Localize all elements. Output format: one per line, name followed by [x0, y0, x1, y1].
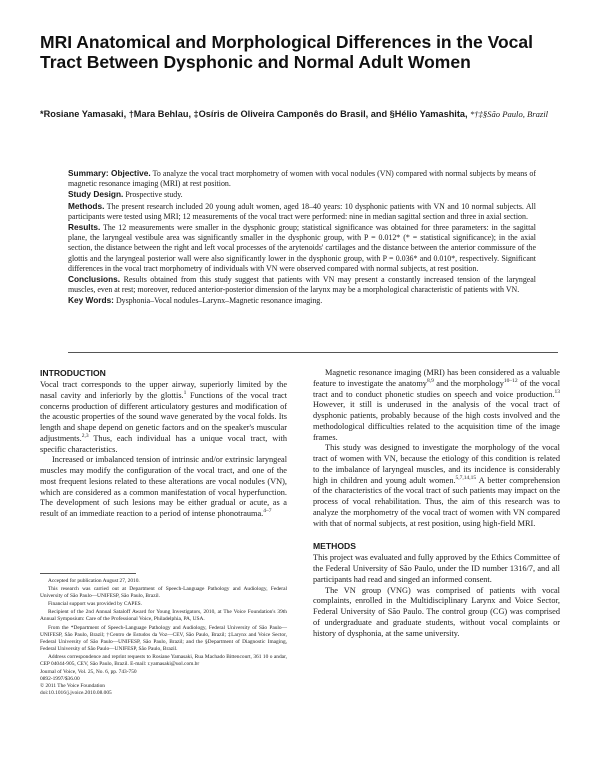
abstract-divider — [68, 352, 558, 353]
left-column — [40, 368, 287, 520]
right-p2-part-a: This study was designed to investigate the morphology of the vocal tract of women with VN, because the etiology of this condition is related to the imbalance of laryngeal muscles, and its incidence is considerably high in children and young adult women. — [313, 443, 560, 485]
fn-journal: Journal of Voice, Vol. 25, No. 6, pp. 743-750 — [40, 669, 137, 676]
introduction-heading: INTRODUCTION — [40, 368, 106, 378]
methods-text: The present research included 20 young adult women, aged 18–40 years: 10 dysphonic patients with VN and 10 normal subjects. All participants were tested using MRI; 12 measurements of the vocal tract were performed: nine in median sagittal section and three in axial section. — [68, 201, 536, 221]
right-p1-part-b: and the morphology — [433, 378, 504, 388]
methods-paragraph-1: This project was evaluated and fully approved by the Ethics Committee of the Federal University of São Paulo, under the ID number 1316/7, and all participants had read and singed an informed consent. — [313, 553, 560, 584]
intro-p1-part-a: Vocal tract corresponds to the upper airway, superiorly limited by the nasal cavity and inferiorly by the glottis. — [40, 380, 287, 400]
footnotes — [40, 578, 287, 698]
conclusions-label: Conclusions. — [68, 274, 121, 285]
abstract-conclusions — [68, 274, 536, 295]
intro-p2-part-a: Increased or imbalanced tension of intrinsic and/or extrinsic laryngeal muscles may modify the configuration of the vocal tract, and one of the most frequent lesions related to these alterations are vocal nodules (VN), which are considered as a common manifestation of vocal hyperfunction. The development of such lesions may be either gradual or acute, as a result of an immediate reaction to a period of intense phonotrauma. — [40, 455, 287, 518]
right-p1-part-c: of the vocal tract and to conduct phonetic studies on speech and voice production. — [313, 378, 560, 399]
abstract-methods — [68, 201, 536, 222]
fn-copyright: © 2011 The Voice Foundation — [40, 683, 105, 690]
fn-award: Recipient of the 2nd Annual Sataloff Award for Young Investigators, 2010, at The Voice Foundation's 39th Annual Symposium: Care of the Professional Voice, Philadelphia, PA, USA. — [40, 609, 287, 623]
conclusions-text: Results obtained from this study suggest that patients with VN may present a constantly increased tension of the laryngeal muscles, even at rest; moreover, reduced anterior-posterior dimension of the larynx may be a morphological characteristic of patients with VN. — [68, 275, 536, 295]
author-names: *Rosiane Yamasaki, †Mara Behlau, ‡Osíris de Oliveira Camponês do Brasil, and §Hélio Yamashita, — [40, 109, 468, 119]
abstract-keywords — [68, 295, 536, 306]
fn-from: From the *Department of Speech-Language Pathology and Audiology, Federal University of São Paulo—UNIFESP, São Paulo, Brazil; †Centro de Estudos da Voz—CEV, São Paulo, Brazil; ‡Larynx and Voice Sector, Federal University of São Paulo—UNIFESP, São Paulo, Brazil; and the §Department of Diagnostic Imaging, Federal University of São Paulo—UNIFESP, São Paulo, Brazil. — [40, 624, 287, 652]
right-p1-part-d: However, it still is underused in the analysis of the vocal tract of dysphonic patients, probably because of the high costs involved and the methodological difficulties related to the acquisition time of the image frames. — [313, 400, 560, 442]
fn-doi: doi:10.1016/j.jvoice.2010.08.005 — [40, 690, 112, 697]
abstract-results — [68, 222, 536, 274]
abstract-design — [68, 189, 536, 200]
intro-p1-part-c: Thus, each individual has a unique vocal tract, with specific characteristics. — [40, 433, 287, 454]
design-text: Prospective study. — [125, 190, 183, 200]
fn-research: This research was carried out at Department of Speech-Language Pathology and Audiology, Federal University of São Paulo—UNIFESP, São Paulo, Brazil. — [40, 586, 287, 600]
keywords-label: Key Words: — [68, 295, 114, 306]
keywords-text: Dysphonia–Vocal nodules–Larynx–Magnetic resonance imaging. — [115, 296, 323, 306]
right-p2-part-b: A better comprehension of the characteristics of the vocal tract of such patients may impact on the process of vocal rehabilitation. Thus, the aim of this research was to analyze the morphometry of the vocal tract of women with VN compared with that of normal subjects, at rest position, using high-field MRI. — [313, 475, 560, 528]
article-title: MRI Anatomical and Morphological Differences in the Vocal Tract Between Dysphonic and Normal Adult Women — [40, 32, 533, 72]
fn-issn: 0892-1997/$36.00 — [40, 676, 80, 683]
citation: 10–12 — [503, 377, 518, 384]
objective-label: Summary: Objective. — [68, 168, 151, 178]
results-label: Results. — [68, 222, 101, 233]
right-paragraph-2 — [313, 443, 560, 529]
fn-support: Financial support was provided by CAPES. — [48, 601, 143, 608]
intro-paragraph-2 — [40, 455, 287, 520]
methods-label: Methods. — [68, 200, 105, 211]
author-affiliation: *†‡§São Paulo, Brazil — [469, 109, 549, 119]
abstract-objective — [68, 168, 536, 189]
right-paragraph-1 — [313, 368, 560, 443]
citation: 2,3 — [81, 432, 89, 439]
intro-paragraph-1 — [40, 380, 287, 455]
citation: 5,7,14,15 — [455, 474, 477, 481]
citation: 8,9 — [426, 377, 434, 384]
fn-address: Address correspondence and reprint requests to Rosiane Yamasaki, Rua Machado Bittencourt, 361 10 o andar, CEP 04044-905, CEV, São Paulo, Brazil. E-mail: r.yamasaki@uol.com.br — [40, 653, 287, 668]
intro-p1-part-b: Functions of the vocal tract concerns production of different articulatory gestures and modification of the acoustic properties of the sound wave generated by the vocal folds. Its length and shape depend on genetic factors and on the speaker's muscular adjustments. — [40, 390, 287, 443]
citation: 4–7 — [263, 508, 272, 515]
right-column — [313, 368, 560, 639]
design-label: Study Design. — [68, 189, 124, 200]
citation: 13 — [554, 388, 560, 395]
objective-text: To analyze the vocal tract morphometry of women with vocal nodules (VN) compared with normal subjects by means of magnetic resonance imaging (MRI) at rest position. — [68, 169, 536, 189]
right-p1-part-a: Magnetic resonance imaging (MRI) has been considered as a valuable feature to investigate the anatomy — [313, 368, 560, 388]
footnote-divider — [40, 573, 136, 574]
fn-accepted: Accepted for publication August 27, 2010. — [48, 578, 140, 584]
abstract — [68, 168, 536, 307]
results-text: The 12 measurements were smaller in the dysphonic group; statistical significance was obtained for three parameters: in the sagittal plane, the laryngeal vestibule area was significantly smaller in the dysphonic group, with P = 0.012* (* = statistical significance); in the axial section, the distance between the right and left vocal processes of the arytenoids' cartilages and the distance between the anterior commissure of the glottis and the laryngeal posterior wall were also significantly lower in the dysphonic group, with P = 0.036* and 0.010*, respectively. Significant differences in the vocal tract morphometry of individuals with VN were observed compared with normal subjects, at rest position. — [68, 223, 536, 273]
citation: 1 — [183, 389, 187, 396]
methods-paragraph-2: The VN group (VNG) was comprised of patients with vocal complaints, enrolled in the Multidisciplinary Larynx and Voice Sector, Federal University of São Paulo. The control group (CG) was comprised of undergraduate and graduate students, without vocal complaints or history of dysphonia, at the same university. — [313, 585, 560, 638]
author-line — [40, 108, 565, 121]
methods-heading: METHODS — [313, 541, 356, 552]
